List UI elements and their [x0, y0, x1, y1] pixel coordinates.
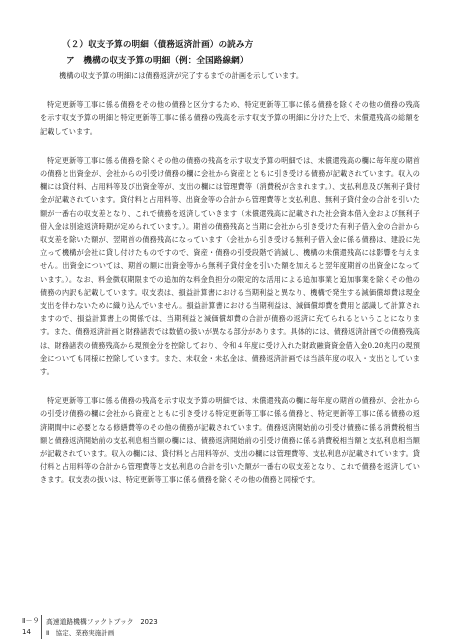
intro-paragraph: 機構の収支予算の明細には債務返済が完了するまでの計画を示しています。	[59, 71, 304, 80]
section-heading: （２）収支予算の明細（債務返済計画）の読み方	[62, 40, 254, 50]
document-body	[40, 38, 420, 487]
paragraph-gap	[40, 82, 420, 98]
paragraph-debt-classification: 特定更新等工事に係る債務をその他の債務と区分するため、特定更新等工事に係る債務を除くその他の債務の残高を示す収支予算の明細と特定更新等工事に係る債務の残高を示す収支予算の明細に分けた上で、未償還残高の総額を記載しています。	[40, 100, 420, 136]
page-footer	[0, 612, 455, 642]
paragraph-gap	[40, 378, 420, 394]
paragraph-specific-renewal-budget: 特定更新等工事に係る債務の残高を示す収支予算の明細では、未償還残高の欄に毎年度の期首の債務が、会社からの引受け債務の欄に会社から資産とともに引き受ける特定更新等工事に係る債務と、特定更新等工事に係る債務の返済期間中に必要となる修繕費等のその他の債務が記載されています。債務返済開始前の引受け債務に係る消費税相当額と債務返済開始前の支払利息相当額の欄には、債務返済開始前の引受け債務に係る消費税相当額と支払利息相当額が記載されています。収入の欄には、貸付料と占用料等が、支出の欄には管理費等、支払利息が記載されています。貸付料と占用料等の合計から管理費等と支払利息の合計を引いた額が一番右の収支差となり、これで債務を返済していきます。収支表の扱いは、特定更新等工事に係る債務を除くその他の債務と同様です。	[40, 396, 420, 485]
publication-title: 高速道路機構ファクトブック 2023	[46, 618, 158, 626]
chapter-title: Ⅱ 協定、業務実施計画	[46, 629, 115, 637]
page-reference: Ⅱ－９	[22, 617, 40, 625]
page-number: 14	[22, 628, 31, 636]
footer-divider	[41, 615, 42, 639]
paragraph-gap	[40, 138, 420, 154]
subsection-heading: ア 機構の収支予算の明細（例：全国路線網）	[66, 56, 249, 66]
paragraph-other-debt-budget: 特定更新等工事に係る債務を除くその他の債務の残高を示す収支予算の明細では、未償還残高の欄に毎年度の期首の債務と出資金が、会社からの引受け債務の欄に会社から資産とともに引き受ける債務が記載されています。収入の欄には貸付料、占用料等及び出資金等が、支出の欄には管理費等（消費税が含まれます。）、支払利息及び無利子貸付金が記載されています。貸付料と占用料等、出資金等の合計から管理費等と支払利息、無利子貸付金の合計を引いた額が一番右の収支差となり、これで債務を返済していきます（未償還残高に記載された社会資本借入金および無利子借入金は別途返済時期が定められています。）。期首の債務残高と当期に会社から引き受けた有利子借入金の合計から収支差を除いた額が、翌期首の債務残高になっています（会社から引き受ける無利子借入金に係る債務は、建設に先立って機構が会社に貸し付けたものですので、資産・債務の引受段階で消滅し、機構の未償還残高には影響を与えません。出資金については、期首の額に出資金等から無利子貸付金を引いた額を加えると翌年度期首の出資金になっています。）。なお、料金徴収期限までの追加的な料金負担分の限定的な活用による追加事業と追加事業を除くその他の債務の内訳も記載しています。収支表は、損益計算書における当期利益と異なり、機構で発生する減価償却費は現金支出を伴わないために織り込んでいません。損益計算書における当期利益は、減価償却費を費用と認識して計算されますので、損益計算書上の関係では、当期利益と減価償却費の合計が債務の返済に充てられるということになります。また、債務返済計画と財務諸表では数値の扱いが異なる部分があります。具体的には、債務返済計画での債務残高は、財務諸表の債務残高から現預金分を控除しており、令和４年度に受け入れた財政融資資金借入金0.20兆円の現預金についても同様に控除しています。また、未収金・未払金は、債務返済計画では当該年度の収入・支出としています。	[40, 155, 420, 377]
